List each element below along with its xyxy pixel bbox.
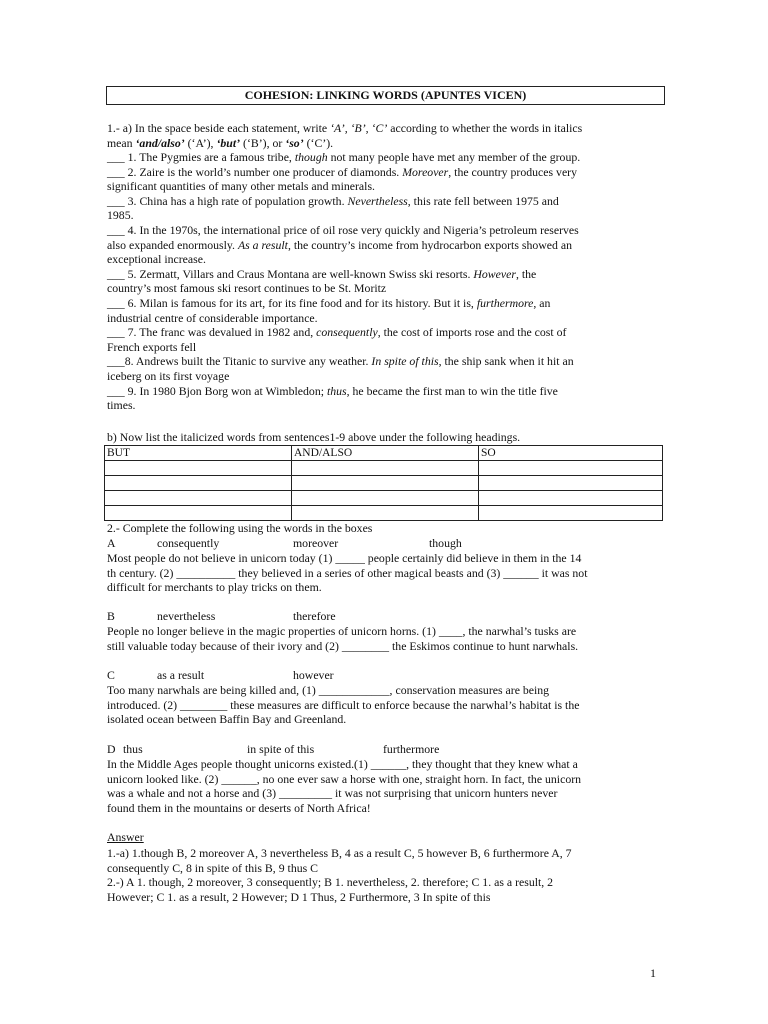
box-letter: D [107, 742, 116, 756]
box-word: thus [123, 742, 143, 756]
instruction-text: (‘C’). [303, 135, 334, 150]
sentence-9-cont: times. [107, 398, 136, 413]
exercise-1-sentences [107, 150, 660, 413]
answer-cell[interactable] [292, 476, 479, 491]
instruction-text: mean [107, 135, 136, 150]
sentence-4: ___ 4. In the 1970s, the international price of oil rose very quickly and Nigeria’s petroleum reserves [107, 222, 579, 237]
box-letter: B [107, 609, 115, 623]
box-word: nevertheless [157, 609, 216, 623]
sentence-7-cont: French exports fell [107, 339, 197, 354]
answer-cell[interactable] [105, 491, 292, 506]
exercise-1-instructions [107, 121, 660, 150]
table-row [105, 476, 663, 491]
header-so: SO [479, 446, 663, 461]
paragraph-b: People no longer believe in the magic properties of unicorn horns. (1) ____, the narwhal’s tusks are still valuable today because of their ivory and (2) ________ the Eskimos continue to hunt narwhals. [107, 624, 579, 653]
instruction-text: according to whether the words in italics [387, 121, 583, 135]
headings-table [104, 445, 663, 521]
instruction-text: 1.- a) In the space beside each statement, write [107, 121, 331, 135]
sentence-6-cont: industrial centre of considerable importance. [107, 310, 318, 325]
header-but: BUT [105, 446, 292, 461]
answer-cell[interactable] [292, 461, 479, 476]
sentence-8: ___8. Andrews built the Titanic to survive any weather. In spite of this, the ship sank when it hit an [107, 354, 574, 369]
sentence-5: ___ 5. Zermatt, Villars and Craus Montana are well-known Swiss ski resorts. However, the [107, 266, 537, 281]
sentence-9: ___ 9. In 1980 Bjon Borg won at Wimbledon; thus, he became the first man to win the title five [107, 383, 558, 398]
paragraph-a: Most people do not believe in unicorn today (1) _____ people certainly did believe in them in the 14 th century. (2) __________ they believed in a series of other magical beasts and (3) ______ it was not difficult for merchants to play tricks on them. [107, 551, 588, 595]
answer-key: 1.-a) 1.though B, 2 moreover A, 3 nevertheless B, 4 as a result C, 5 however B, 6 furthermore A, 7 consequently C, 8 in spite of this B, 9 thus C 2.-) A 1. though, 2 moreover, 3 consequently; B 1. nevertheless, 2. therefore; C 1. as a result, 2 However; C 1. as a result, 2 However; D 1 Thus, 2 Furthermore, 3 In spite of this [107, 846, 572, 904]
box-letter: C [107, 668, 115, 682]
sentence-3-cont: 1985. [107, 208, 134, 223]
answer-heading: Answer [107, 830, 144, 844]
sentence-2: ___ 2. Zaire is the world’s number one producer of diamonds. Moreover, the country produces very [107, 164, 578, 179]
answer-cell[interactable] [292, 506, 479, 521]
paragraph-d: In the Middle Ages people thought unicorns existed.(1) ______, they thought that they knew what a unicorn looked like. (2) ______, no one ever saw a horse with one, straight horn. In fact, the unicorn was a whale and not a horse and (3) _________ it was not surprising that unicorn hunters never found them in the mountains or deserts of North Africa! [107, 757, 582, 815]
sentence-1: ___ 1. The Pygmies are a famous tribe, though not many people have met any member of the group. [107, 150, 581, 164]
box-word: as a result [157, 668, 205, 682]
answer-cell[interactable] [479, 506, 663, 521]
instruction-text: (‘A’), [184, 135, 217, 150]
sentence-4-end: exceptional increase. [107, 252, 206, 267]
exercise-1b-instructions: b) Now list the italicized words from sentences1-9 above under the following headings. [107, 430, 521, 444]
sentence-6: ___ 6. Milan is famous for its art, for its fine food and for its history. But it is, furthermore, an [107, 295, 551, 310]
table-row [105, 461, 663, 476]
box-word: consequently [157, 536, 220, 550]
box-letter: A [107, 536, 116, 550]
table-header-row [105, 446, 663, 461]
instruction-text: (‘B’), or [240, 135, 286, 150]
page-number: 1 [650, 966, 656, 980]
answer-cell[interactable] [479, 461, 663, 476]
answer-cell[interactable] [292, 491, 479, 506]
sentence-2-cont: significant quantities of many other metals and minerals. [107, 179, 375, 194]
exercise-2-instructions: 2.- Complete the following using the words in the boxes [107, 521, 373, 535]
sentence-4-cont: also expanded enormously. As a result, the country’s income from hydrocarbon exports showed an [107, 237, 573, 252]
header-and-also: AND/ALSO [292, 446, 479, 461]
answer-cell[interactable] [479, 491, 663, 506]
sentence-5-cont: country’s most famous ski resort continues to be St. Moritz [107, 281, 387, 296]
instruction-letters: ‘A’, ‘B’, ‘C’ [330, 121, 388, 135]
box-word: furthermore [383, 742, 440, 756]
box-word: therefore [293, 609, 336, 623]
box-word: though [429, 536, 462, 550]
sentence-8-cont: iceberg on its first voyage [107, 368, 230, 383]
table-row [105, 506, 663, 521]
box-word: in spite of this [247, 742, 315, 756]
code-but: ‘but’ [216, 135, 241, 150]
sentence-3: ___ 3. China has a high rate of population growth. Nevertheless, this rate fell between 1975 and [107, 193, 559, 208]
box-word: however [293, 668, 334, 682]
paragraph-c: Too many narwhals are being killed and, (1) ____________, conservation measures are being introduced. (2) ________ these measures are difficult to enforce because the narwhal’s habitat is the isolated ocean between Baffin Bay and Greenland. [107, 683, 580, 727]
answer-cell[interactable] [105, 461, 292, 476]
sentence-7: ___ 7. The franc was devalued in 1982 and, consequently, the cost of imports rose and the cost of [107, 325, 567, 340]
code-and-also: ‘and/also’ [135, 135, 185, 150]
box-word: moreover [293, 536, 339, 550]
code-so: ‘so’ [285, 135, 304, 150]
answer-cell[interactable] [105, 506, 292, 521]
answer-cell[interactable] [105, 476, 292, 491]
table-row [105, 491, 663, 506]
page-title: COHESION: LINKING WORDS (APUNTES VICEN) [106, 86, 665, 105]
answer-cell[interactable] [479, 476, 663, 491]
